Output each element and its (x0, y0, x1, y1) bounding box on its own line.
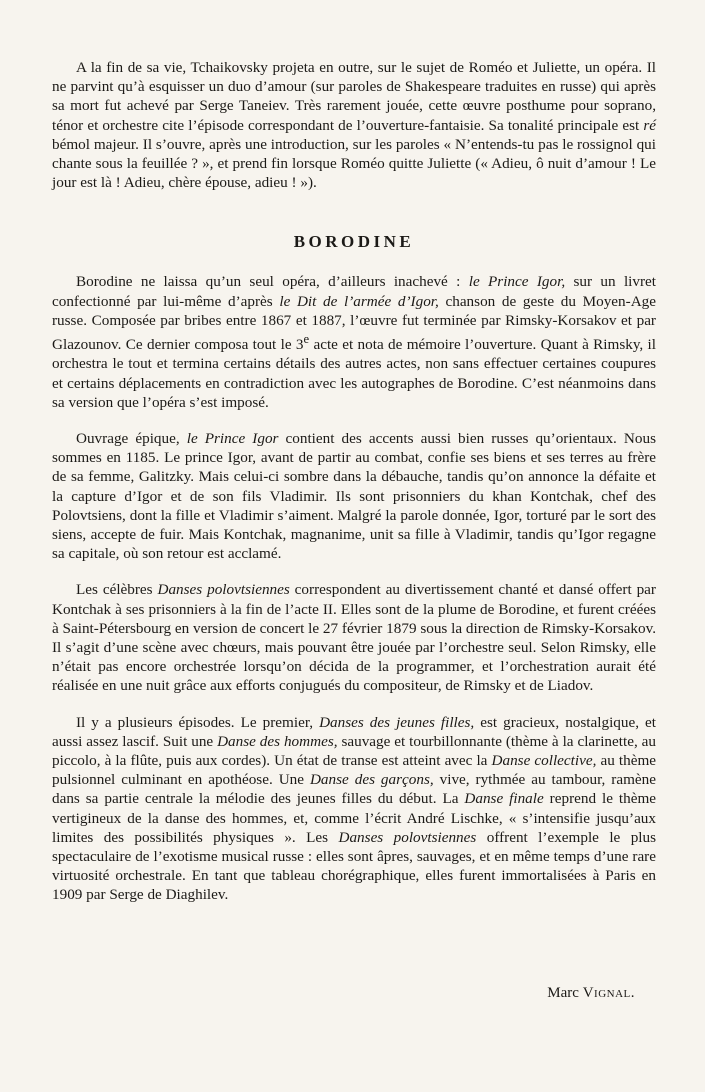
text-run: bémol majeur. Il s’ouvre, après une introduction, sur les paroles « N’entends-tu pas le rossignol qui chante sous la feuillée ? », et prend fin lorsque Roméo quitte Juliette (« Adieu, ô nuit d’amour ! Le jour est là ! Adieu, chère épouse, adieu ! »). (52, 135, 656, 192)
emphasis: Danse collective, (491, 751, 597, 769)
text-run: au thème pulsionnel culminant en apothéose. Une (52, 751, 657, 789)
paragraph-opera (52, 272, 656, 411)
emphasis: Danses des jeunes filles, (319, 713, 475, 731)
text-run: vive, rythmée au tambour, ramène dans sa partie centrale la mélodie des jeunes filles du début. La (52, 771, 656, 808)
emphasis: le Prince Igor, (468, 273, 566, 291)
text-run: Borodine ne laissa qu’un seul opéra, d’ailleurs inachevé : (76, 273, 469, 291)
text-run: offrent l’exemple le plus spectaculaire de l’exotisme musical russe : elles sont âpres, sauvages, et en même temps d’une rare virtuosité orchestrale. En tant que tableau chorégraphique, elles furent immortalisées à Paris en 1909 par Serge de Diaghilev. (52, 828, 657, 904)
text-run: Ouvrage épique, (76, 429, 187, 447)
section-heading: BORODINE (293, 232, 415, 252)
intro-paragraph (52, 58, 656, 192)
document-page (52, 58, 656, 905)
text-run: sur un livret confectionné par lui-même d’après (52, 273, 656, 310)
author-signature (547, 985, 635, 1002)
paragraph-episodes (52, 713, 656, 905)
emphasis: le Dit de l’armée d’Igor, (279, 292, 439, 310)
emphasis: Danse finale (464, 790, 544, 808)
text-run: Il y a plusieurs épisodes. Le premier, (76, 713, 320, 731)
text-run: Les célèbres (76, 581, 158, 599)
emphasis: Danse des hommes, (217, 732, 338, 750)
text-run: A la fin de sa vie, Tchaikovsky projeta en outre, sur le sujet de Roméo et Juliette, un opéra. Il ne parvint qu’à esquisser un duo d’amour (sur paroles de Shakespeare traduites en russe) qui après sa mort fut achevé par Serge Taneiev. Très rarement jouée, cette œuvre posthume pour soprano, ténor et orchestre cite l’épisode correspondant de l’ouverture-fantaisie. Sa tonalité principale est (52, 59, 656, 134)
text-run: correspondent au divertissement chanté et dansé offert par Kontchak à ses prisonniers à la fin de l’acte II. Elles sont de la plume de Borodine, et furent créées à Saint-Pétersbourg en version de concert le 27 février 1879 sous la direction de Rimsky-Korsakov. Il s’agit d’une scène avec chœurs, mais pouvant être jouée par l’orchestre seul. Selon Rimsky, elle n’était pas encore orchestrée lorsqu’on décida de la programmer, et l’orchestration aurait été réalisée en une nuit grâce aux efforts conjugués du compositeur, de Rimsky et de Liadov. (52, 581, 656, 695)
author-first-name: Marc (547, 985, 579, 1001)
paragraph-plot (52, 429, 656, 563)
text-run: chanson de geste du Moyen-Age russe. Composée par bribes entre 1867 et 1887, l’œuvre fut terminée par Rimsky-Korsakov et par Glazounov. Ce dernier composa tout le 3 (52, 292, 656, 354)
emphasis: Danses polovtsiennes (338, 828, 477, 846)
author-last-name: Vignal. (582, 985, 635, 1001)
text-run: est gracieux, nostalgique, et aussi assez lascif. Suit une (52, 713, 656, 750)
emphasis: le Prince Igor (186, 429, 279, 447)
text-run: reprend le thème vertigineux de la danse des hommes, et, comme l’écrit André Lischke, « s’intensifie jusqu’aux limites des possibilités physiques ». Les (52, 790, 657, 846)
text-run: acte et nota de mémoire l’ouverture. Quant à Rimsky, il orchestra le tout et termina certains détails des autres actes, non sans effectuer certaines coupures et certains déplacements en contradiction avec les autographes de Borodine. C’est néanmoins dans sa version que l’opéra s’est imposé. (52, 336, 656, 411)
emphasis: Danse des garçons, (309, 771, 434, 789)
emphasis: ré (643, 116, 656, 134)
paragraph-dances (52, 580, 656, 695)
text-run: contient des accents aussi bien russes qu’orientaux. Nous sommes en 1185. Le prince Igor, avant de partir au combat, confie ses biens et ses terres au frère de sa femme, Galitzky. Mais celui-ci sombre dans la débauche, tandis qu’on annonce la défaite et la capture d’Igor et de son fils Vladimir. Ils sont prisonniers du khan Kontchak, chef des Polovtsiens, dont la fille et Vladimir s’aiment. Malgré la parole donnée, Igor, torturé par le sort des siens, accepte de fuir. Mais Kontchak, magnanime, unit sa fille à Vladimir, tandis qu’Igor regagne sa capitale, où son retour est acclamé. (52, 429, 656, 563)
superscript: e (303, 332, 310, 347)
text-run: sauvage et tourbillonnante (thème à la clarinette, au piccolo, à la flûte, puis aux cordes). Un état de transe est atteint avec la (52, 732, 656, 769)
emphasis: Danses polovtsiennes (157, 581, 290, 599)
